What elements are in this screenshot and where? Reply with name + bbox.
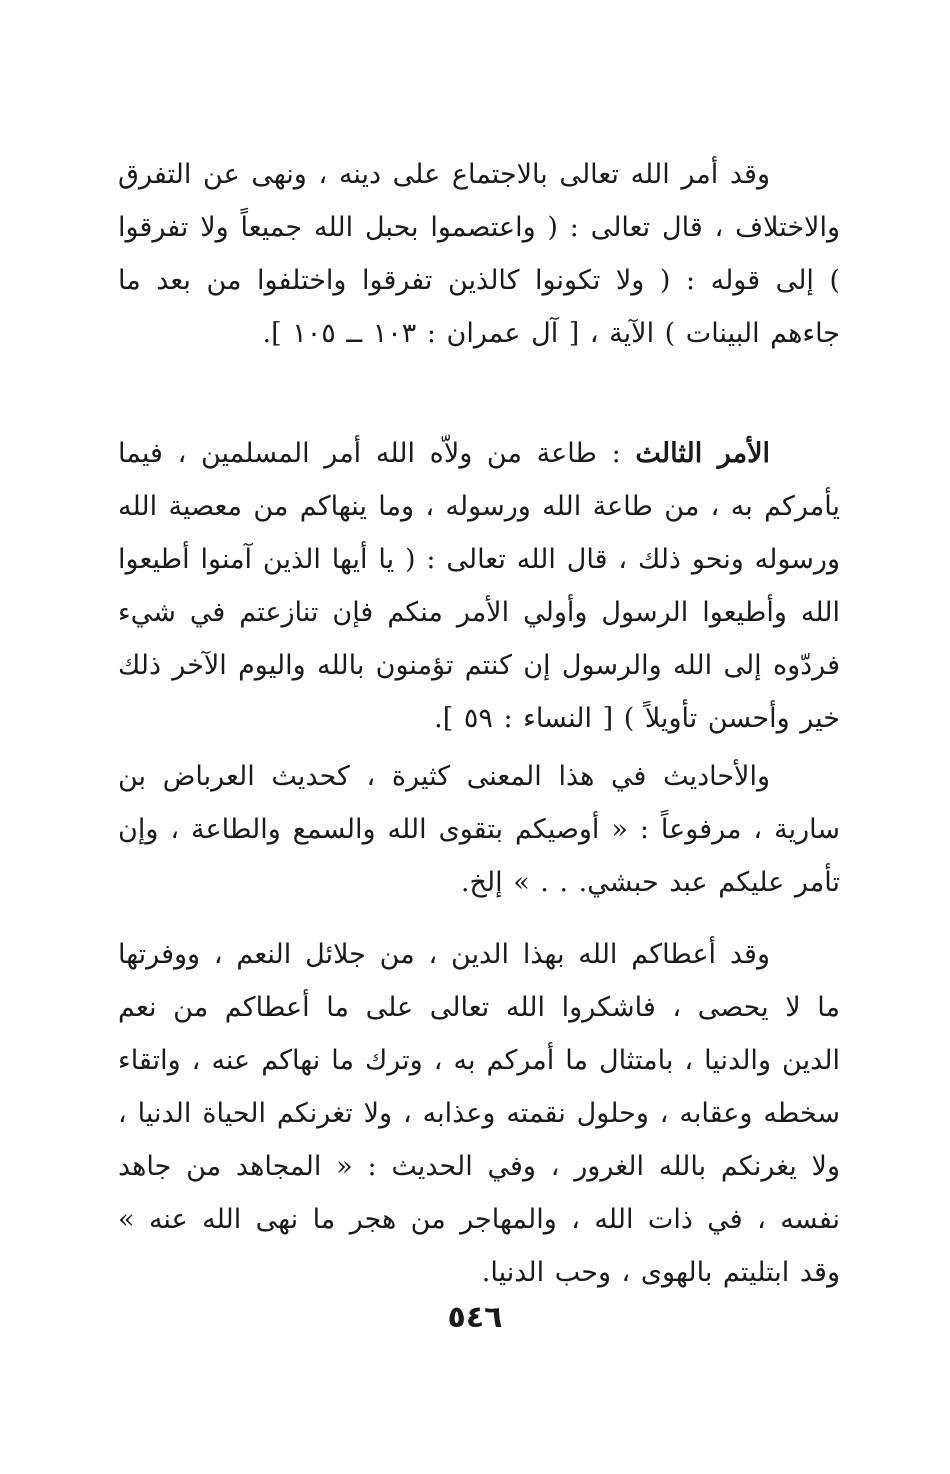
paragraph-4	[118, 928, 840, 1299]
paragraph-2-text: : طاعة من ولاّه الله أمر المسلمين ، فيما يأمركم به ، من طاعة الله ورسوله ، وما ينهاكم من معصية الله ورسوله ونحو ذلك ، قال الله تعالى : ( يا أيها الذين آمنوا أطيعوا الله وأطيعوا الرسول وأولي الأمر منكم فإن تنازعتم في شيء فردّوه إلى الله والرسول إن كنتم تؤمنون بالله واليوم الآخر ذلك خير وأحسن تأويلاً ) [ النساء : ٥٩ ].	[118, 438, 840, 734]
paragraph-4-text: وقد أعطاكم الله بهذا الدين ، من جلائل النعم ، ووفرتها ما لا يحصى ، فاشكروا الله تعالى على ما أعطاكم من نعم الدين والدنيا ، بامتثال ما أمركم به ، وترك ما نهاكم عنه ، واتقاء سخطه وعقابه ، وحلول نقمته وعذابه ، ولا تغرنكم الحياة الدنيا ، ولا يغرنكم بالله الغرور ، وفي الحديث : « المجاهد من جاهد نفسه ، في ذات الله ، والمهاجر من هجر ما نهى الله عنه » وقد ابتليتم بالهوى ، وحب الدنيا.	[118, 939, 840, 1288]
paragraph-2-heading: الأمر الثالث	[635, 438, 770, 469]
paragraph-1-text: وقد أمر الله تعالى بالاجتماع على دينه ، ونهى عن التفرق والاختلاف ، قال تعالى : ( واعتصموا بحبل الله جميعاً ولا تفرقوا ) إلى قوله : ( ولا تكونوا كالذين تفرقوا واختلفوا من بعد ما جاءهم البينات ) الآية ، [ آل عمران : ١٠٣ ــ ١٠٥ ].	[118, 159, 840, 349]
page-number: ٥٤٦	[447, 1300, 503, 1335]
paragraph-1	[118, 148, 840, 360]
paragraph-3	[118, 750, 840, 909]
paragraph-3-text: والأحاديث في هذا المعنى كثيرة ، كحديث العرباض بن سارية ، مرفوعاً : « أوصيكم بتقوى الله والسمع والطاعة ، وإن تأمر عليكم عبد حبشي. . . » إلخ.	[118, 761, 840, 898]
paragraph-2	[118, 427, 840, 745]
